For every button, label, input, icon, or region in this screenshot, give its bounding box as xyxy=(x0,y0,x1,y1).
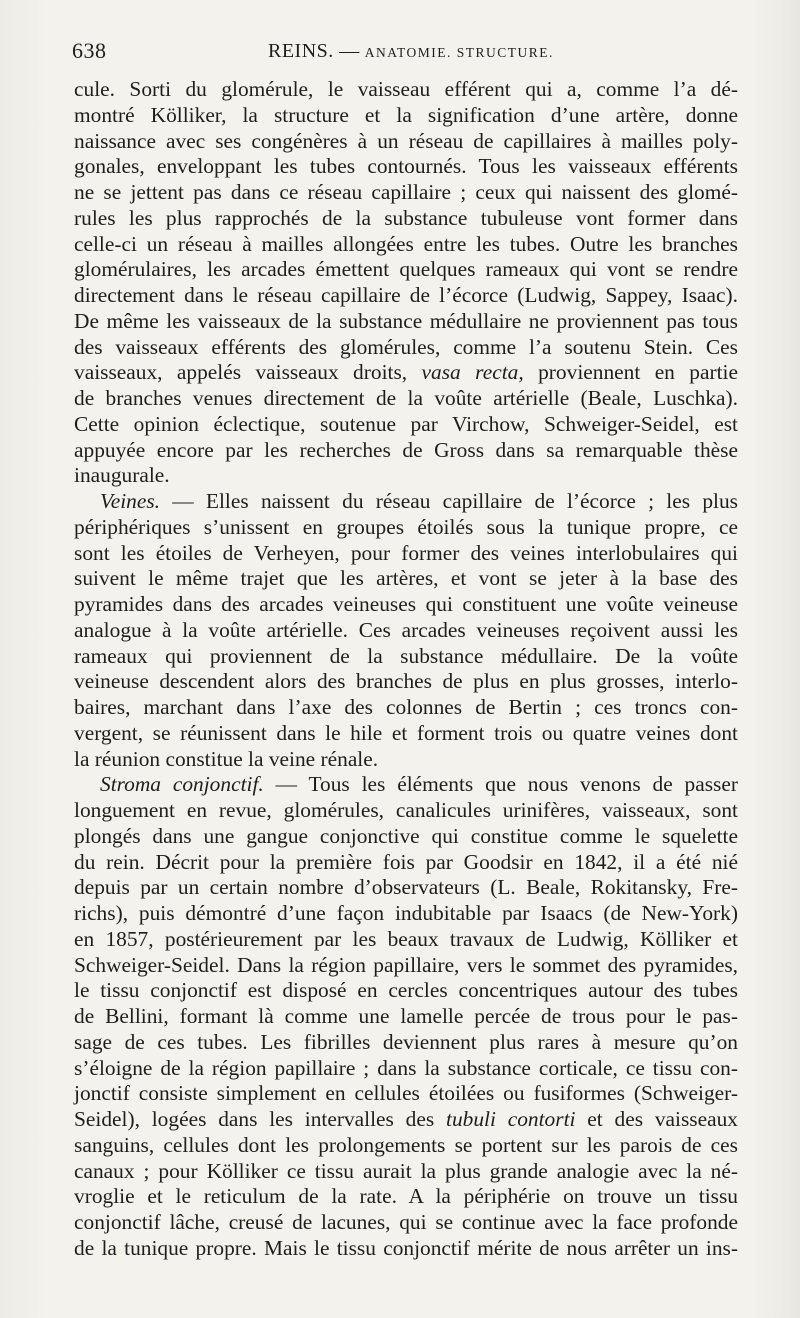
text-line: montré Kölliker, la structure et la signification d’une artère, donne xyxy=(74,102,738,127)
text-line: ne se jettent pas dans ce réseau capillaire ; ceux qui naissent des glomé- xyxy=(74,180,738,204)
text-segment: et des vaisseaux xyxy=(587,1107,738,1131)
text-line: sage de ces tubes. Les fibrilles deviennent plus rares à mesure qu’on xyxy=(74,1029,738,1054)
text-segment: proviennent en partie xyxy=(538,360,738,385)
text-segment: vaisseaux, appelés vaisseaux droits, xyxy=(74,360,408,385)
text-line: de branches venues directement de la voûte artérielle (Beale, Luschka). xyxy=(74,386,738,410)
text-line: richs), puis démontré d’une façon indubitable par Isaacs (de New-York) xyxy=(74,901,738,925)
text-line: pyramides dans des arcades veineuses qui constituent une voûte veineuse xyxy=(74,592,738,616)
text-line: analogue à la voûte artérielle. Ces arcades veineuses reçoivent aussi les xyxy=(74,617,738,642)
text-segment: — Elles naissent du réseau capillaire de l’écorce ; les plus xyxy=(172,489,738,513)
text-line: canaux ; pour Kölliker ce tissu aurait la plus grande analogie avec la né- xyxy=(74,1158,738,1183)
text-line: De même les vaisseaux de la substance médullaire ne proviennent pas tous xyxy=(74,308,738,333)
body-text xyxy=(74,77,738,1262)
text-line: s’éloigne de la région papillaire ; dans la substance corticale, ce tissu con- xyxy=(74,1055,738,1080)
text-line: de Bellini, formant là comme une lamelle percée de trous pour le pas- xyxy=(74,1004,738,1028)
italic-term-tubuli-contorti: tubuli contorti xyxy=(446,1107,576,1131)
text-segment: Seidel), logées dans les intervalles des xyxy=(74,1107,435,1131)
running-head-subtitle: ANATOMIE. STRUCTURE. xyxy=(364,45,554,60)
page-number: 638 xyxy=(72,38,107,63)
text-line: de la tunique propre. Mais le tissu conjonctif mérite de nous arrêter un ins- xyxy=(74,1235,738,1260)
section-heading-stroma: Stroma conjonctif. xyxy=(100,772,264,797)
text-line: Cette opinion éclectique, soutenue par Virchow, Schweiger-Seidel, est xyxy=(74,411,738,436)
page-header xyxy=(72,38,740,78)
text-line: gonales, enveloppant les tubes contournés. Tous les vaisseaux efférents xyxy=(74,154,738,179)
text-line: vergent, se réunissent dans le hile et forment trois ou quatre veines dont xyxy=(74,720,738,745)
section-heading-veines: Veines. xyxy=(100,489,160,513)
text-line: conjonctif lâche, creusé de lacunes, qui se continue avec la face profonde xyxy=(74,1210,738,1234)
text-line: celle-ci un réseau à mailles allongées entre les tubes. Outre les branches xyxy=(74,231,738,256)
text-line: rameaux qui proviennent de la substance médullaire. De la voûte xyxy=(74,643,738,668)
text-line: directement dans le réseau capillaire de l’écorce (Ludwig, Sappey, Isaac). xyxy=(74,283,738,307)
text-line: appuyée encore par les recherches de Gross dans sa remarquable thèse xyxy=(74,437,738,462)
text-line: en 1857, postérieurement par les beaux travaux de Ludwig, Kölliker et xyxy=(74,926,738,951)
text-line xyxy=(74,489,738,515)
text-line xyxy=(74,1107,738,1133)
text-line: naissance avec ses congénères à un réseau de capillaires à mailles poly- xyxy=(74,128,738,153)
text-line: plongés dans une gangue conjonctive qui constitue comme le squelette xyxy=(74,823,738,848)
text-line: baires, marchant dans l’axe des colonnes de Bertin ; ces troncs con- xyxy=(74,695,738,719)
running-head xyxy=(268,40,554,63)
text-line: longuement en revue, glomérules, canalicules urinifères, vaisseaux, sont xyxy=(74,798,738,822)
running-head-title: REINS. — xyxy=(268,40,360,62)
text-line: Schweiger-Seidel. Dans la région papillaire, vers le sommet des pyramides, xyxy=(74,952,738,977)
text-line: sanguins, cellules dont les prolongements se portent sur les parois de ces xyxy=(74,1132,738,1157)
text-line: depuis par un certain nombre d’observateurs (L. Beale, Rokitansky, Fre- xyxy=(74,875,738,900)
text-line: cule. Sorti du glomérule, le vaisseau efférent qui a, comme l’a dé- xyxy=(74,77,738,101)
paragraph-end-line: inaugurale. xyxy=(74,463,170,488)
text-line: rules les plus rapprochés de la substance tubuleuse vont former dans xyxy=(74,205,738,230)
paragraph-end-line: la réunion constitue la veine rénale. xyxy=(74,746,379,771)
text-line xyxy=(74,360,738,386)
text-line: des vaisseaux efférents des glomérules, comme l’a soutenu Stein. Ces xyxy=(74,334,738,359)
text-line: du rein. Décrit pour la première fois par Goodsir en 1842, il a été nié xyxy=(74,849,738,874)
italic-term-vasa-recta: vasa recta, xyxy=(421,360,524,385)
text-line: le tissu conjonctif est disposé en cercles concentriques autour des tubes xyxy=(74,978,738,1003)
text-line: sont les étoiles de Verheyen, pour former des veines interlobulaires qui xyxy=(74,540,738,565)
text-line: jonctif consiste simplement en cellules étoilées ou fusiformes (Schweiger- xyxy=(74,1081,738,1106)
text-line: veineuse descendent alors des branches de plus en plus grosses, interlo- xyxy=(74,669,738,694)
text-line: périphériques s’unissent en groupes étoilés sous la tunique propre, ce xyxy=(74,514,738,539)
text-line: glomérulaires, les arcades émettent quelques rameaux qui vont se rendre xyxy=(74,257,738,282)
text-line: vroglie et le reticulum de la rate. A la périphérie on trouve un tissu xyxy=(74,1184,738,1209)
text-line xyxy=(74,772,738,798)
text-line: suivent le même trajet que les artères, et vont se jeter à la base des xyxy=(74,566,738,591)
text-segment: — Tous les éléments que nous venons de passer xyxy=(275,772,738,797)
